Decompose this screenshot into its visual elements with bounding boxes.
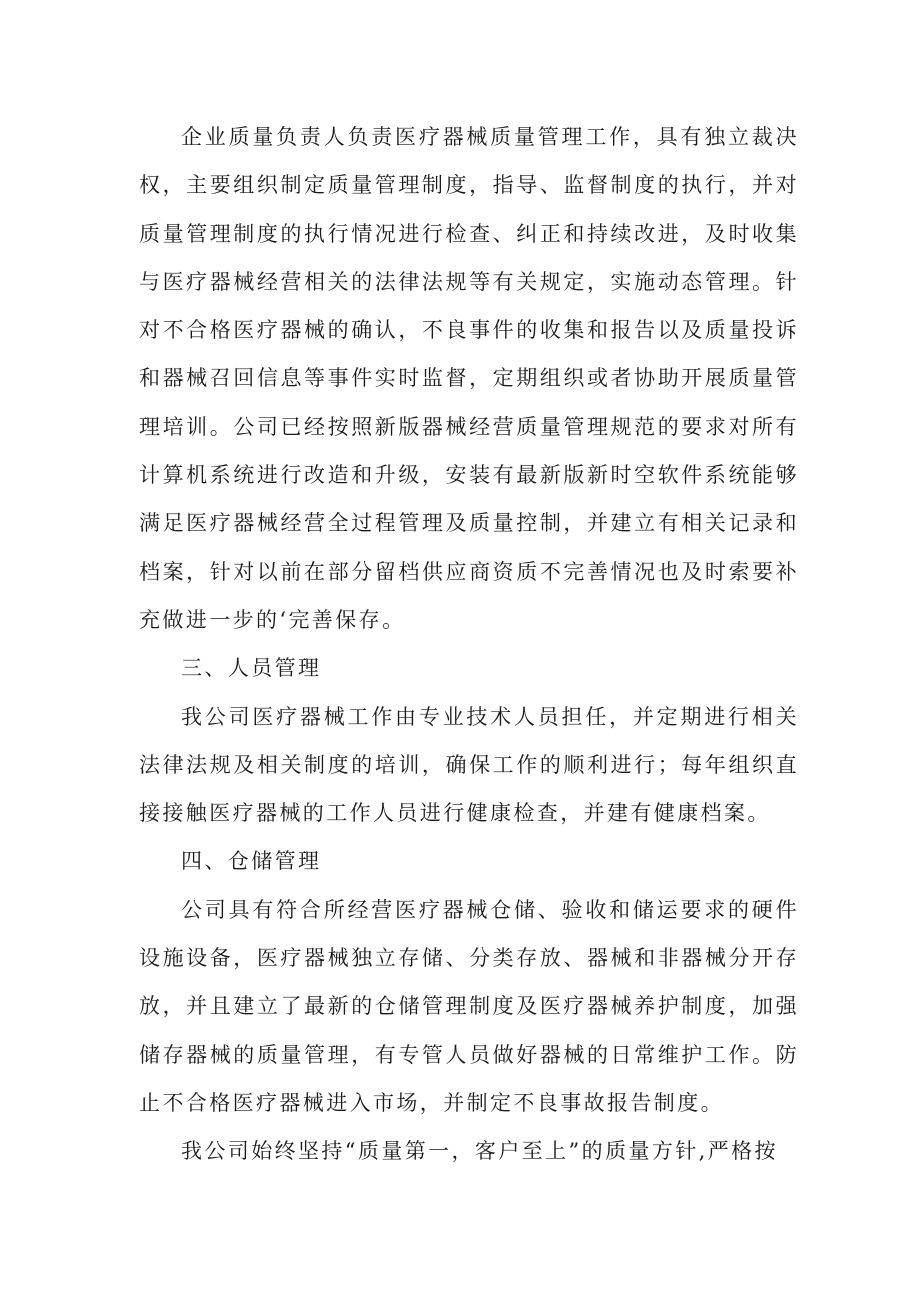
heading-storage-management: 四、仓储管理 xyxy=(181,849,322,874)
paragraph-quality-leader: 企业质量负责人负责医疗器械质量管理工作，具有独立裁决权，主要组织制定质量管理制度，指导、监督制度的执行，并对质量管理制度的执行情况进行检查、纠正和持续改进，及时收集与医疗器械经营相关的法律法规等有关规定，实施动态管理。针对不合格医疗器械的确认，不良事件的收集和报告以及质量投诉和器械召回信息等事件实时监督，定期组织或者协助开展质量管理培训。公司已经按照新版器械经营质量管理规范的要求对所有计算机系统进行改造和升级，安装有最新版新时空软件系统能够满足医疗器械经营全过程管理及质量控制，并建立有相关记录和档案，针对以前在部分留档供应商资质不完善情况也及时索要补充做进一步的‘完善保存。 xyxy=(139,125,799,632)
paragraph-personnel: 我公司医疗器械工作由专业技术人员担任，并定期进行相关法律法规及相关制度的培训，确保工作的顺利进行；每年组织直接接触医疗器械的工作人员进行健康检查，并建有健康档案。 xyxy=(139,704,799,826)
heading-personnel-management: 三、人员管理 xyxy=(181,656,322,681)
paragraph-storage: 公司具有符合所经营医疗器械仓储、验收和储运要求的硬件设施设备，医疗器械独立存储、分类存放、器械和非器械分开存放，并且建立了最新的仓储管理制度及医疗器械养护制度，加强储存器械的质量管理，有专管人员做好器械的日常维护工作。防止不合格医疗器械进入市场，并制定不良事故报告制度。 xyxy=(139,897,799,1115)
document-body xyxy=(139,113,799,1176)
paragraph-quality-policy: 我公司始终坚持“质量第一，客户至上”的质量方针,严格按 xyxy=(181,1139,778,1164)
